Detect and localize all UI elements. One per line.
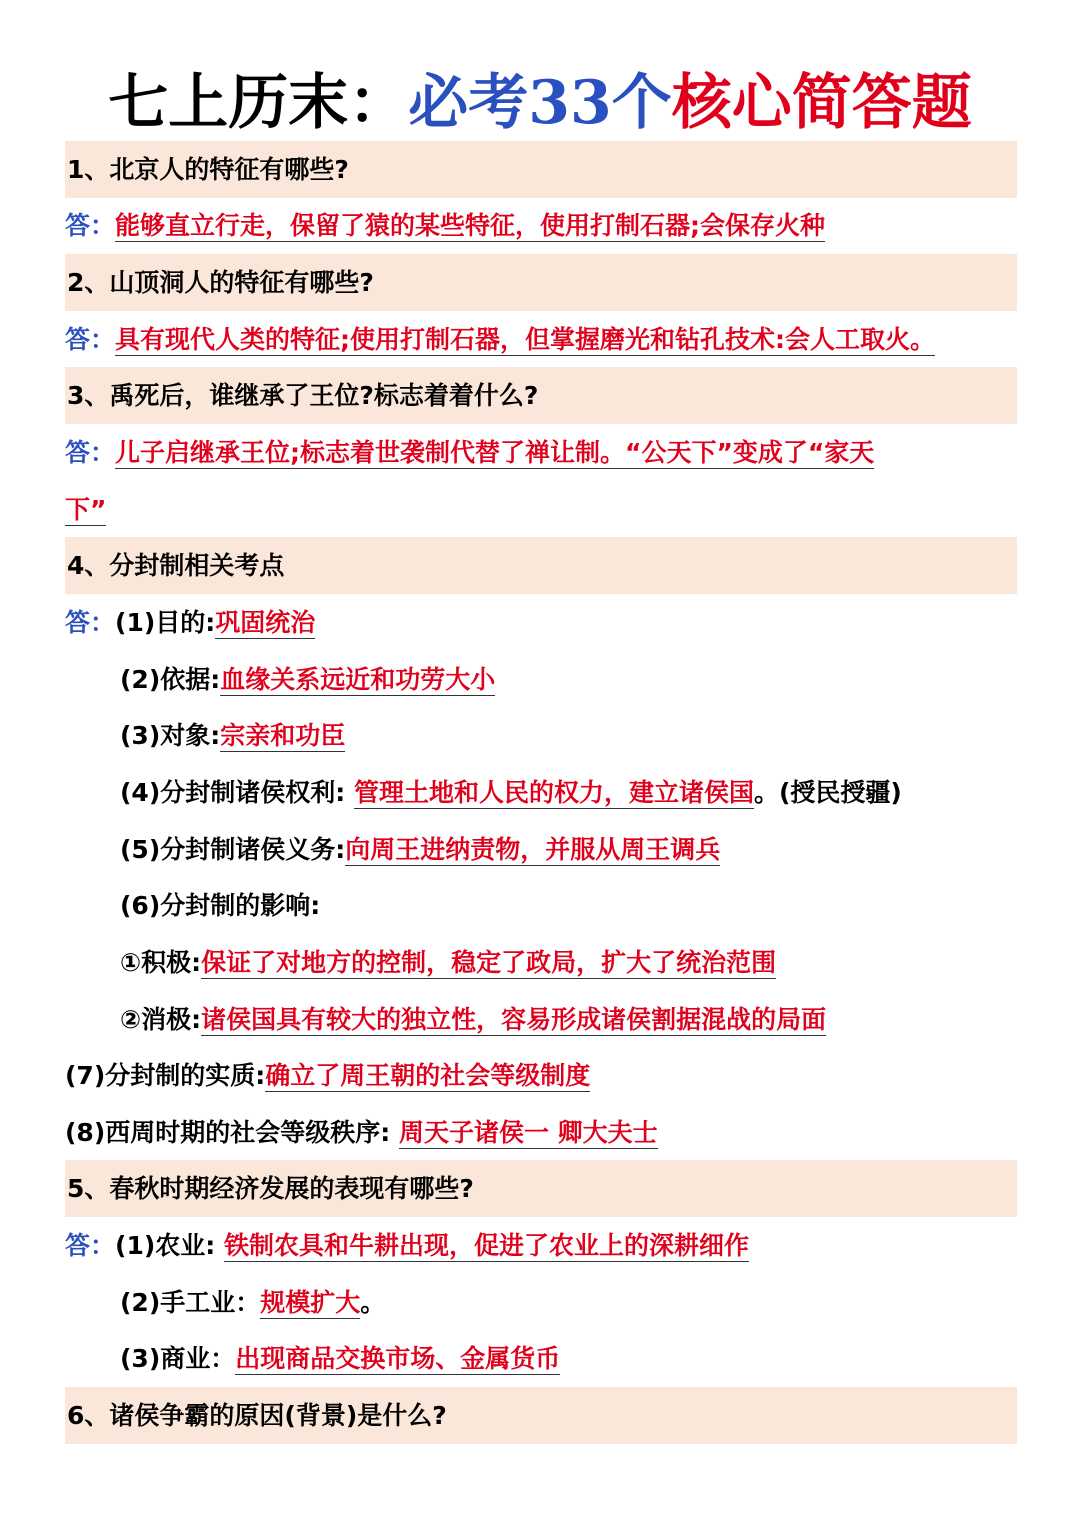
item-answer: 向周王进纳责物，并服从周王调兵 <box>345 835 721 864</box>
item-label: (4)分封制诸侯权利: <box>120 778 354 807</box>
page-title <box>0 58 1080 148</box>
answer-label: 答： <box>65 1231 116 1260</box>
answer-label: 答： <box>65 438 116 467</box>
answer-label: 答： <box>65 325 116 354</box>
answer-4-item-7 <box>65 1047 1015 1104</box>
item-label: (3)对象: <box>120 721 221 750</box>
answer-4-item-8 <box>65 1104 1015 1161</box>
item-label: ①积极: <box>120 948 202 977</box>
answer-text: 能够直立行走，保留了猿的某些特征，使用打制石器;会保存火种 <box>115 211 826 240</box>
item-label: (2)手工业： <box>120 1288 261 1317</box>
answer-5-item-2 <box>120 1274 1015 1331</box>
answer-3-continued <box>65 481 1015 538</box>
item-answer: 周天子诸侯一 卿大夫士 <box>398 1118 658 1147</box>
item-label: (8)西周时期的社会等级秩序: <box>65 1118 399 1147</box>
answer-5-item-3 <box>120 1330 1015 1387</box>
item-label: (3)商业： <box>120 1344 236 1373</box>
answer-4-item-6a <box>120 934 1015 991</box>
answer-4-item-5 <box>120 821 1015 878</box>
item-answer: 出现商品交换市场、金属货币 <box>235 1344 561 1373</box>
question-1: 1、北京人的特征有哪些? <box>65 141 1017 198</box>
item-label: ②消极: <box>120 1005 202 1034</box>
item-answer: 血缘关系远近和功劳大小 <box>220 665 496 694</box>
item-label: (5)分封制诸侯义务: <box>120 835 346 864</box>
item-answer: 确立了周王朝的社会等级制度 <box>265 1061 591 1090</box>
answer-2 <box>65 311 1015 368</box>
item-suffix: 。 <box>360 1288 386 1317</box>
answer-4-item-3 <box>120 707 1015 764</box>
answer-4-item-4 <box>120 764 1015 821</box>
answer-1 <box>65 197 1015 254</box>
answer-text: 下” <box>65 495 107 524</box>
title-part-2: 必考33个 <box>408 68 672 138</box>
answer-label: 答： <box>65 608 116 637</box>
question-4: 4、分封制相关考点 <box>65 537 1017 594</box>
item-answer: 保证了对地方的控制，稳定了政局，扩大了统治范围 <box>201 948 777 977</box>
item-label: (2)依据: <box>120 665 221 694</box>
question-6: 6、诸侯争霸的原因(背景)是什么? <box>65 1387 1017 1444</box>
item-answer: 铁制农具和牛耕出现，促进了农业上的深耕细作 <box>223 1231 749 1260</box>
item-answer: 管理土地和人民的权力，建立诸侯国 <box>353 778 754 807</box>
question-3: 3、禹死后，谁继承了王位?标志着着什么? <box>65 367 1017 424</box>
answer-text: 儿子启继承王位;标志着世袭制代替了禅让制。“公天下”变成了“家天 <box>115 438 875 467</box>
answer-3 <box>65 424 1015 481</box>
item-label: (1)目的: <box>115 608 216 637</box>
question-5: 5、春秋时期经济发展的表现有哪些? <box>65 1160 1017 1217</box>
item-answer: 巩固统治 <box>215 608 316 637</box>
answer-4-item-2 <box>120 651 1015 708</box>
item-suffix: 。(授民授疆) <box>753 778 902 807</box>
answer-4-item-6b <box>120 991 1015 1048</box>
answer-5-item-1 <box>65 1217 1015 1274</box>
answer-label: 答： <box>65 211 116 240</box>
item-label: (1)农业: <box>115 1231 224 1260</box>
answer-text: 具有现代人类的特征;使用打制石器，但掌握磨光和钻孔技术:会人工取火。 <box>115 325 936 354</box>
question-2: 2、山顶洞人的特征有哪些? <box>65 254 1017 311</box>
answer-4-item-6 <box>120 877 1015 934</box>
item-answer: 宗亲和功臣 <box>220 721 346 750</box>
item-answer: 规模扩大 <box>260 1288 361 1317</box>
answer-4-item-1 <box>65 594 1015 651</box>
title-part-3: 核心简答题 <box>671 68 972 138</box>
item-answer: 诸侯国具有较大的独立性，容易形成诸侯割据混战的局面 <box>201 1005 827 1034</box>
title-part-1: 七上历末： <box>108 68 409 138</box>
item-label: (6)分封制的影响: <box>120 891 321 920</box>
item-label: (7)分封制的实质: <box>65 1061 266 1090</box>
